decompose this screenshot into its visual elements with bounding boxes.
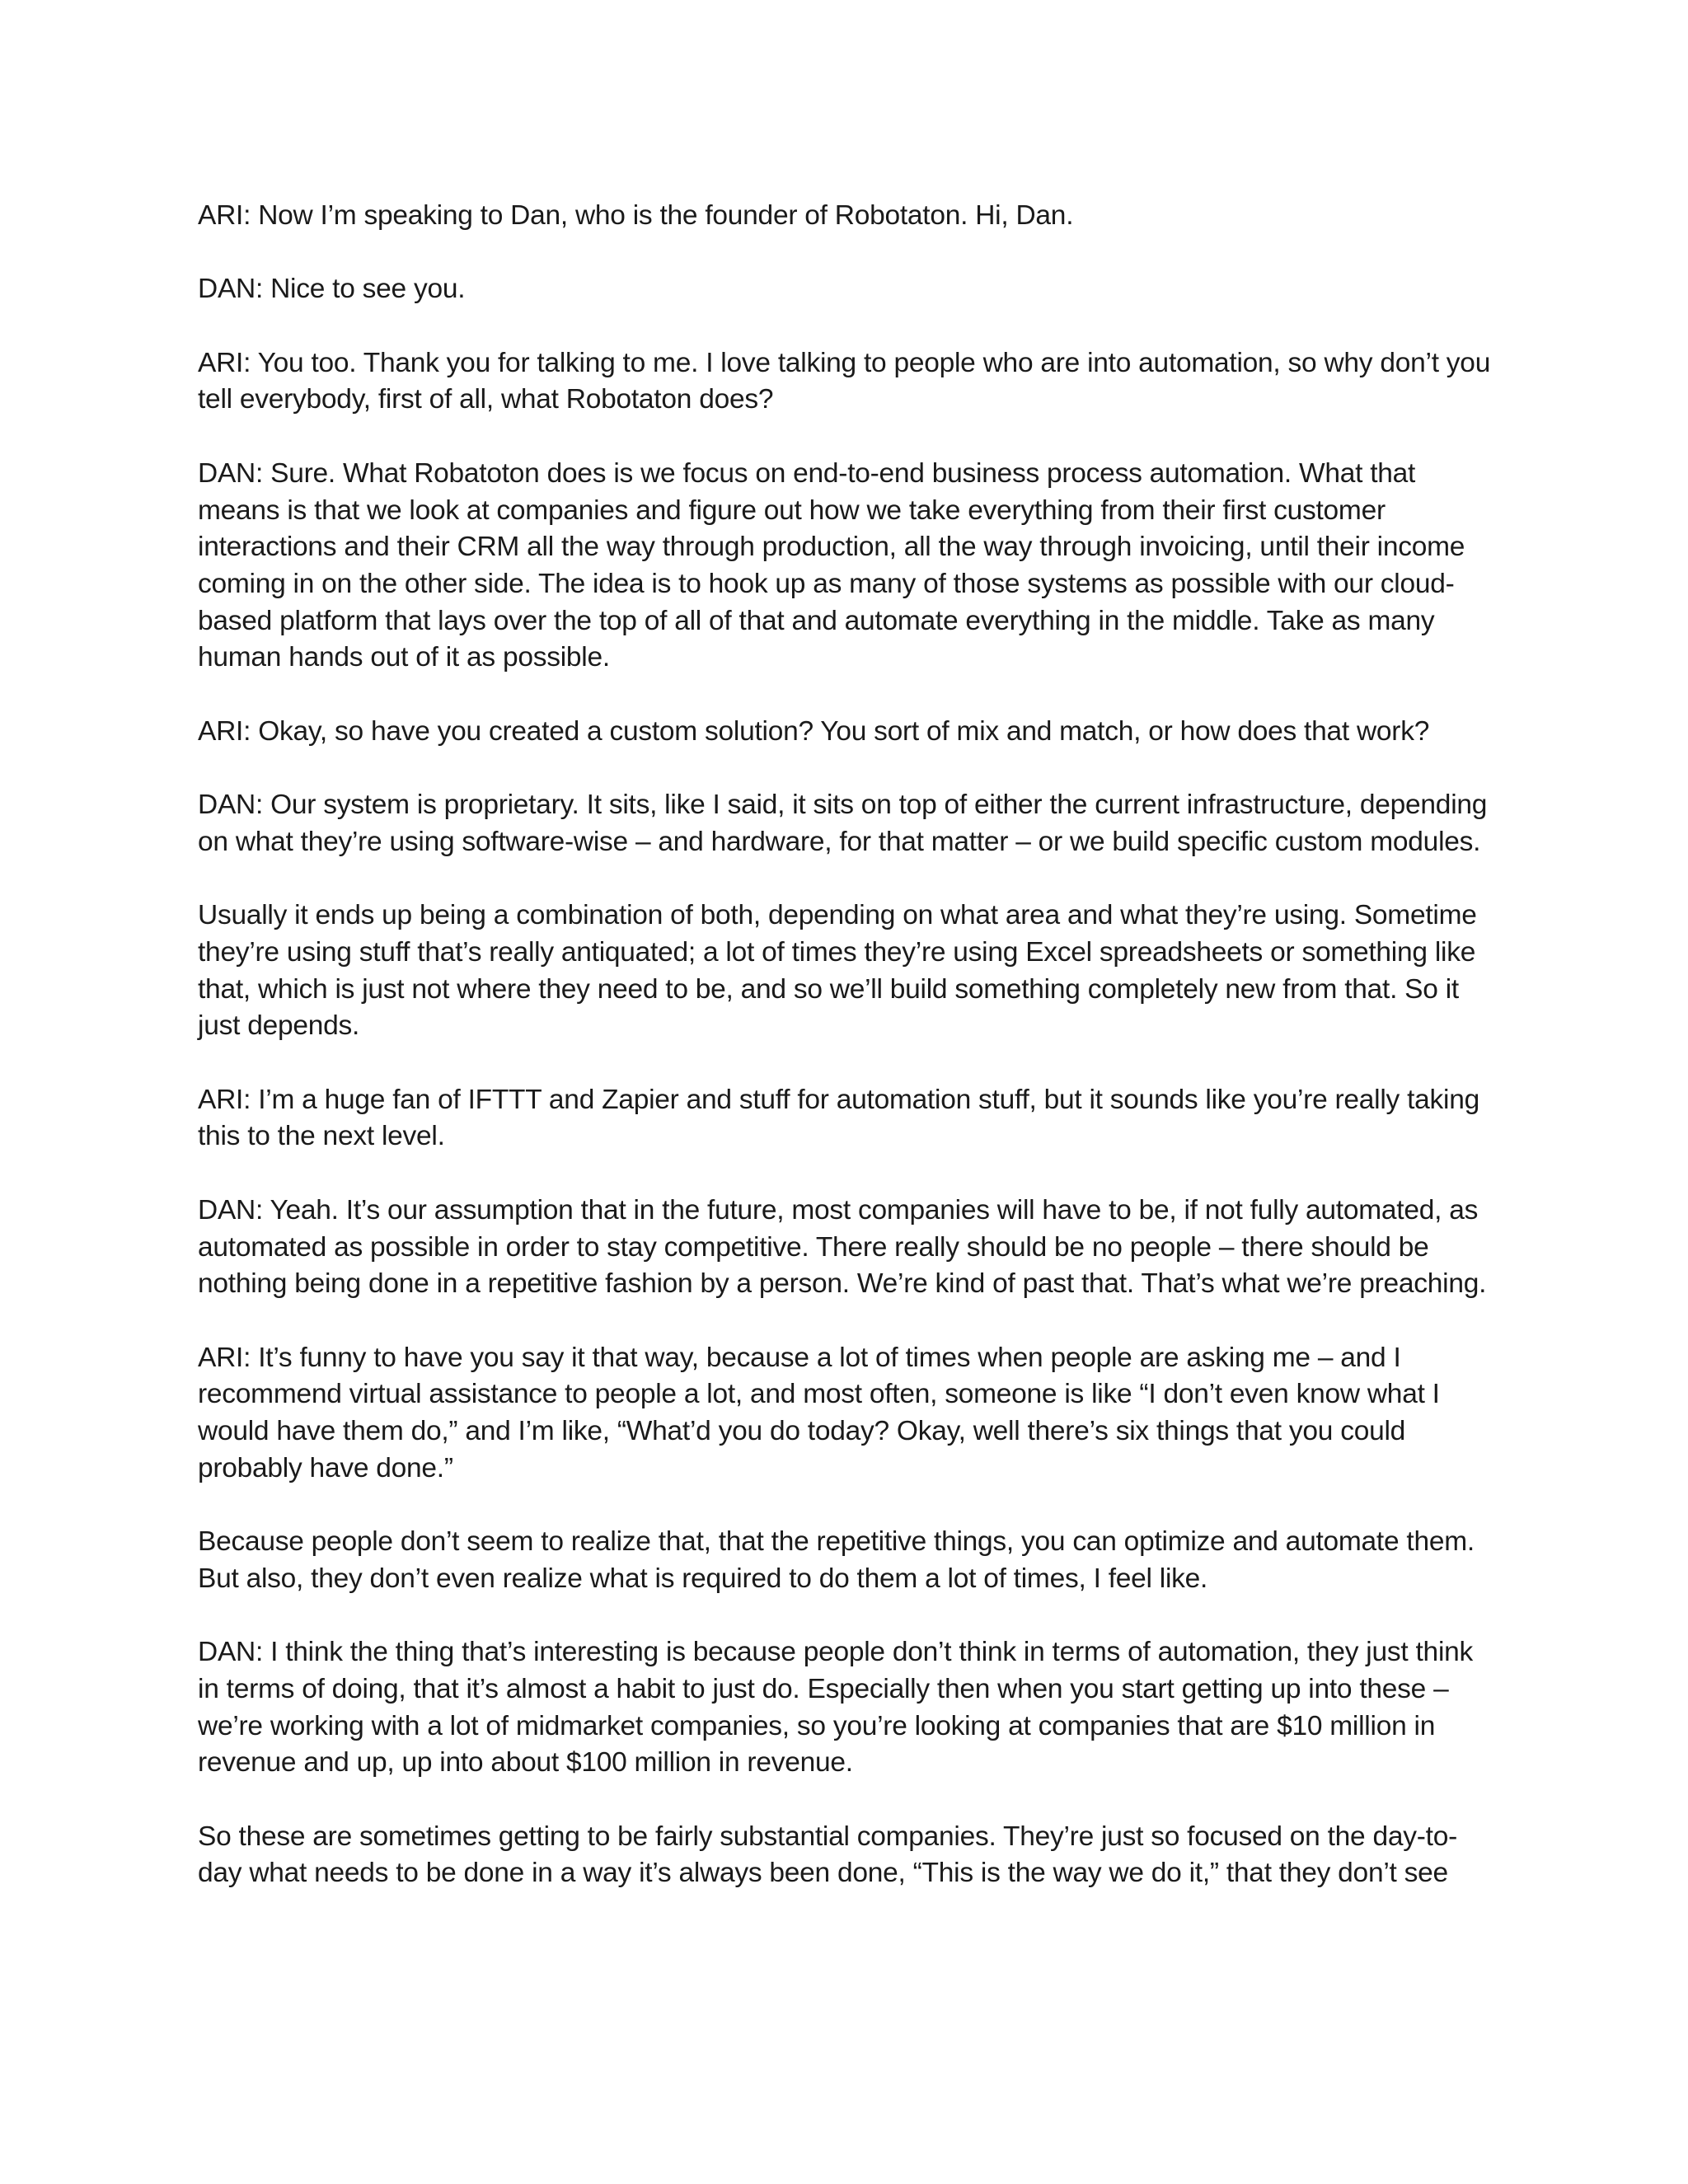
paragraph: DAN: Our system is proprietary. It sits, like I said, it sits on top of either the current infrastructure, depending on what they’re using software-wise – and hardware, for that matter – or we build specific custom modules. <box>198 790 1488 857</box>
paragraph: So these are sometimes getting to be fairly substantial companies. They’re just so focused on the day-to-day what needs to be done in a way it’s always been done, “This is the way we do it,” that they don’t see <box>198 1821 1457 1889</box>
transcript-body <box>198 198 1496 1929</box>
paragraph: Because people don’t seem to realize that, that the repetitive things, you can optimize and automate them. But also, they don’t even realize what is required to do them a lot of times, I feel like. <box>198 1526 1475 1594</box>
paragraph: DAN: Sure. What Robatoton does is we focus on end-to-end business process automation. What that means is that we look at companies and figure out how we take everything from their first customer interactions and their CRM all the way through production, all the way through invoicing, until their income coming in on the other side. The idea is to hook up as many of those systems as possible with our cloud-based platform that lays over the top of all of that and automate everything in the middle. Take as many human hands out of it as possible. <box>198 457 1465 673</box>
paragraph: DAN: Nice to see you. <box>198 274 466 305</box>
paragraph: ARI: Okay, so have you created a custom solution? You sort of mix and match, or how does that work? <box>198 715 1430 747</box>
paragraph: ARI: Now I’m speaking to Dan, who is the founder of Robotaton. Hi, Dan. <box>198 200 1074 231</box>
paragraph: ARI: I’m a huge fan of IFTTT and Zapier and stuff for automation stuff, but it sounds like you’re really taking this to the next level. <box>198 1084 1480 1152</box>
paragraph: ARI: You too. Thank you for talking to me. I love talking to people who are into automation, so why don’t you tell everybody, first of all, what Robotaton does? <box>198 347 1491 415</box>
paragraph: ARI: It’s funny to have you say it that way, because a lot of times when people are asking me – and I recommend virtual assistance to people a lot, and most often, someone is like “I don’t even know what I would have them do,” and I’m like, “What’d you do today? Okay, well there’s six things that you could probably have done.” <box>198 1342 1440 1483</box>
paragraph: Usually it ends up being a combination of both, depending on what area and what they’re using. Sometime they’re using stuff that’s really antiquated; a lot of times they’re using Excel spreadsheets or something like that, which is just not where they need to be, and so we’ll build something completely new from that. So it just depends. <box>198 900 1477 1042</box>
paragraph: DAN: I think the thing that’s interesting is because people don’t think in terms of automation, they just think in terms of doing, that it’s almost a habit to just do. Especially then when you start getting up into these – we’re working with a lot of midmarket companies, so you’re looking at companies that are $10 million in revenue and up, up into about $100 million in revenue. <box>198 1637 1474 1779</box>
paragraph: DAN: Yeah. It’s our assumption that in the future, most companies will have to be, if not fully automated, as automated as possible in order to stay competitive. There really should be no people – there should be nothing being done in a repetitive fashion by a person. We’re kind of past that. That’s what we’re preaching. <box>198 1194 1487 1300</box>
